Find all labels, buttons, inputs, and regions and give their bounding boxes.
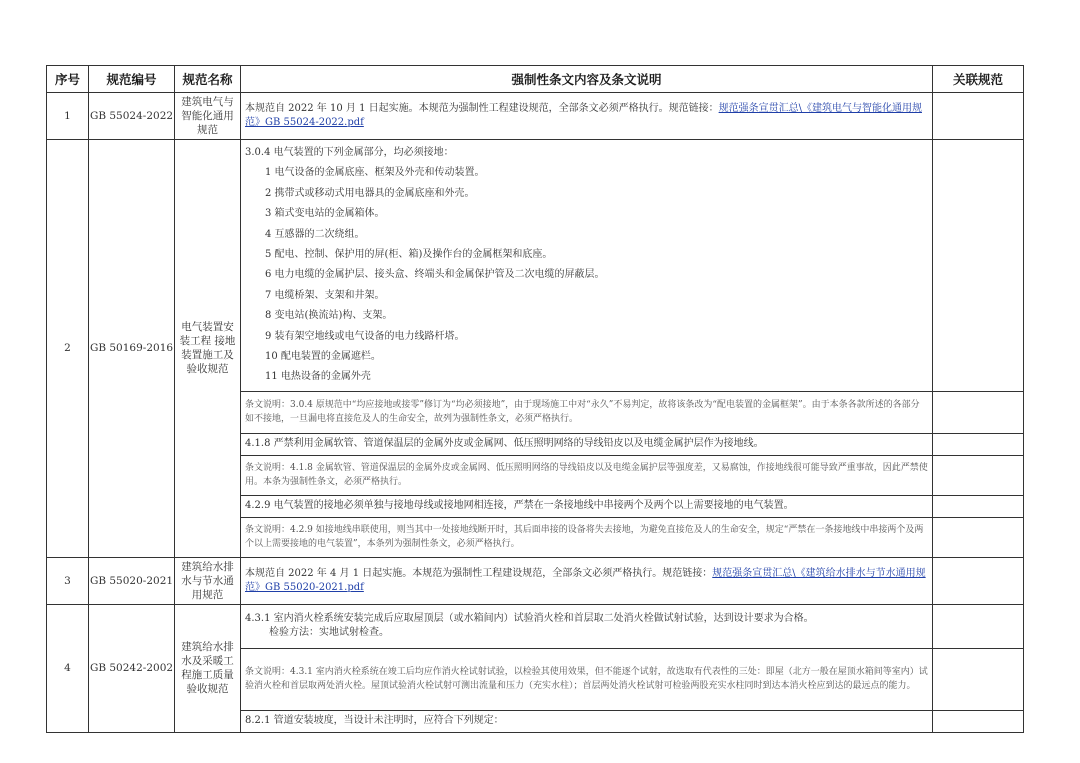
table-row <box>47 93 1024 140</box>
list-item: 6 电力电缆的金属护层、接头盒、终端头和金属保护管及二次电缆的屏蔽层。 <box>265 269 605 281</box>
row-related <box>933 517 1024 557</box>
standard-pdf-link[interactable]: 规范强条宣贯汇总\《建筑给水排水与节水通用规范》GB 55020-2021.pdf <box>245 567 926 593</box>
header-no: 序号 <box>47 66 89 93</box>
list-item: 7 电缆桥架、支架和井架。 <box>265 289 385 301</box>
clause-3-0-4-list <box>241 140 932 391</box>
table-row <box>47 140 1024 392</box>
row-code: GB 55020-2021 <box>89 557 175 604</box>
standard-pdf-link[interactable]: 规范强条宣贯汇总\《建筑电气与智能化通用规范》GB 55024-2022.pdf <box>245 103 922 128</box>
table-row <box>47 604 1024 648</box>
standards-table <box>46 65 1024 733</box>
row-code: GB 50169-2016 <box>89 140 175 558</box>
header-name: 规范名称 <box>175 66 241 93</box>
row-name: 建筑给水排水与节水通用规范 <box>175 557 241 604</box>
list-item: 1 电气设备的金属底座、框架及外壳和传动装置。 <box>265 167 485 179</box>
clause-4-3-1-explanation: 条文说明：4.3.1 室内消火栓系统在竣工后均应作消火栓试射试验，以检验其使用效果，但不能逐个试射，故选取有代表性的三处：即屋（北方一般在屋顶水箱间等室内）试验消火栓和首层取两处消火栓。屋顶试验消火栓试射可测出流量和压力（充实水柱）；首层两处消火栓试射可检验两股充实水柱同时到达本消火栓应到达的最远点的能力。 <box>241 648 933 710</box>
row-content <box>241 557 933 604</box>
row-related <box>933 455 1024 495</box>
clause-3-0-4-explanation: 条文说明：3.0.4 原规范中“均应接地或接零”修订为“均必须接地”，由于现场施工中对“永久”不易判定，故将该条改为“配电装置的金属框架”。由于本条各款所述的各部分如不接地，一旦漏电将直接危及人的生命安全，故列为强制性条文，必须严格执行。 <box>241 391 933 433</box>
clause-4-3-1-text: 4.3.1 室内消火栓系统安装完成后应取屋顶层（或水箱间内）试验消火栓和首层取二处消火栓做试射试验，达到设计要求为合格。 <box>245 613 814 625</box>
clause-3-0-4-title: 3.0.4 电气装置的下列金属部分，均必须接地： <box>245 147 454 158</box>
row-name: 建筑给水排水及采暖工程施工质量验收规范 <box>175 604 241 732</box>
row-related <box>933 433 1024 455</box>
standards-table-sheet <box>46 65 1023 727</box>
list-item: 5 配电、控制、保护用的屏(柜、箱)及操作台的金属框架和底座。 <box>265 249 553 261</box>
list-item: 2 携带式或移动式用电器具的金属底座和外壳。 <box>265 187 475 199</box>
list-item: 4 互感器的二次绕组。 <box>265 228 365 240</box>
row-no: 1 <box>47 93 89 140</box>
table-row <box>47 557 1024 604</box>
row-no: 4 <box>47 604 89 732</box>
list-item: 3 箱式变电站的金属箱体。 <box>265 208 385 220</box>
clause-4-3-1 <box>241 604 933 648</box>
row-content <box>241 93 933 140</box>
list-item: 10 配电装置的金属遮栏。 <box>265 351 381 363</box>
table-header-row <box>47 66 1024 93</box>
row-code: GB 50242-2002 <box>89 604 175 732</box>
row-name: 建筑电气与智能化通用规范 <box>175 93 241 140</box>
row-related <box>933 604 1024 648</box>
row-related <box>933 495 1024 517</box>
row-related <box>933 557 1024 604</box>
list-item: 11 电热设备的金属外壳 <box>265 371 371 383</box>
row-no: 2 <box>47 140 89 558</box>
clause-4-2-9-explanation: 条文说明：4.2.9 如接地线串联使用，则当其中一处接地线断开时，其后面串接的设备将失去接地，为避免直接危及人的生命安全，规定“严禁在一条接地线中串接两个及两个以上需要接地的电气装置”，本条列为强制性条文，必须严格执行。 <box>241 517 933 557</box>
header-content: 强制性条文内容及条文说明 <box>241 66 933 93</box>
row-content-text: 本规范自 2022 年 4 月 1 日起实施。本规范为强制性工程建设规范，全部条文必须严格执行。规范链接： <box>245 567 713 579</box>
row-code: GB 55024-2022 <box>89 93 175 140</box>
row-related <box>933 648 1024 710</box>
clause-3-0-4 <box>241 140 933 392</box>
row-no: 3 <box>47 557 89 604</box>
row-name: 电气装置安装工程 接地装置施工及验收规范 <box>175 140 241 558</box>
clause-4-1-8-explanation: 条文说明：4.1.8 金属软管、管道保温层的金属外皮或金属网、低压照明网络的导线铅皮以及电缆金属护层等强度差，又易腐蚀，作接地线很可能导致严重事故，因此严禁使用。本条为强制性条文，必须严格执行。 <box>241 455 933 495</box>
clause-4-1-8: 4.1.8 严禁利用金属软管、管道保温层的金属外皮或金属网、低压照明网络的导线铅皮以及电缆金属护层作为接地线。 <box>241 433 933 455</box>
row-related <box>933 710 1024 732</box>
row-related <box>933 140 1024 392</box>
header-code: 规范编号 <box>89 66 175 93</box>
row-content-text: 本规范自 2022 年 10 月 1 日起实施。本规范为强制性工程建设规范，全部条文必须严格执行。规范链接： <box>245 103 719 114</box>
row-related <box>933 391 1024 433</box>
list-item: 8 变电站(换流站)构、支架。 <box>265 310 393 322</box>
clause-4-3-1-method: 检验方法：实地试射检查。 <box>269 627 389 639</box>
clause-4-2-9: 4.2.9 电气装置的接地必须单独与接地母线或接地网相连接，严禁在一条接地线中串接两个及两个以上需要接地的电气装置。 <box>241 495 933 517</box>
row-related <box>933 93 1024 140</box>
list-item: 9 装有架空地线或电气设备的电力线路杆塔。 <box>265 330 465 342</box>
header-related: 关联规范 <box>933 66 1024 93</box>
clause-8-2-1: 8.2.1 管道安装坡度，当设计未注明时，应符合下列规定： <box>241 710 933 732</box>
